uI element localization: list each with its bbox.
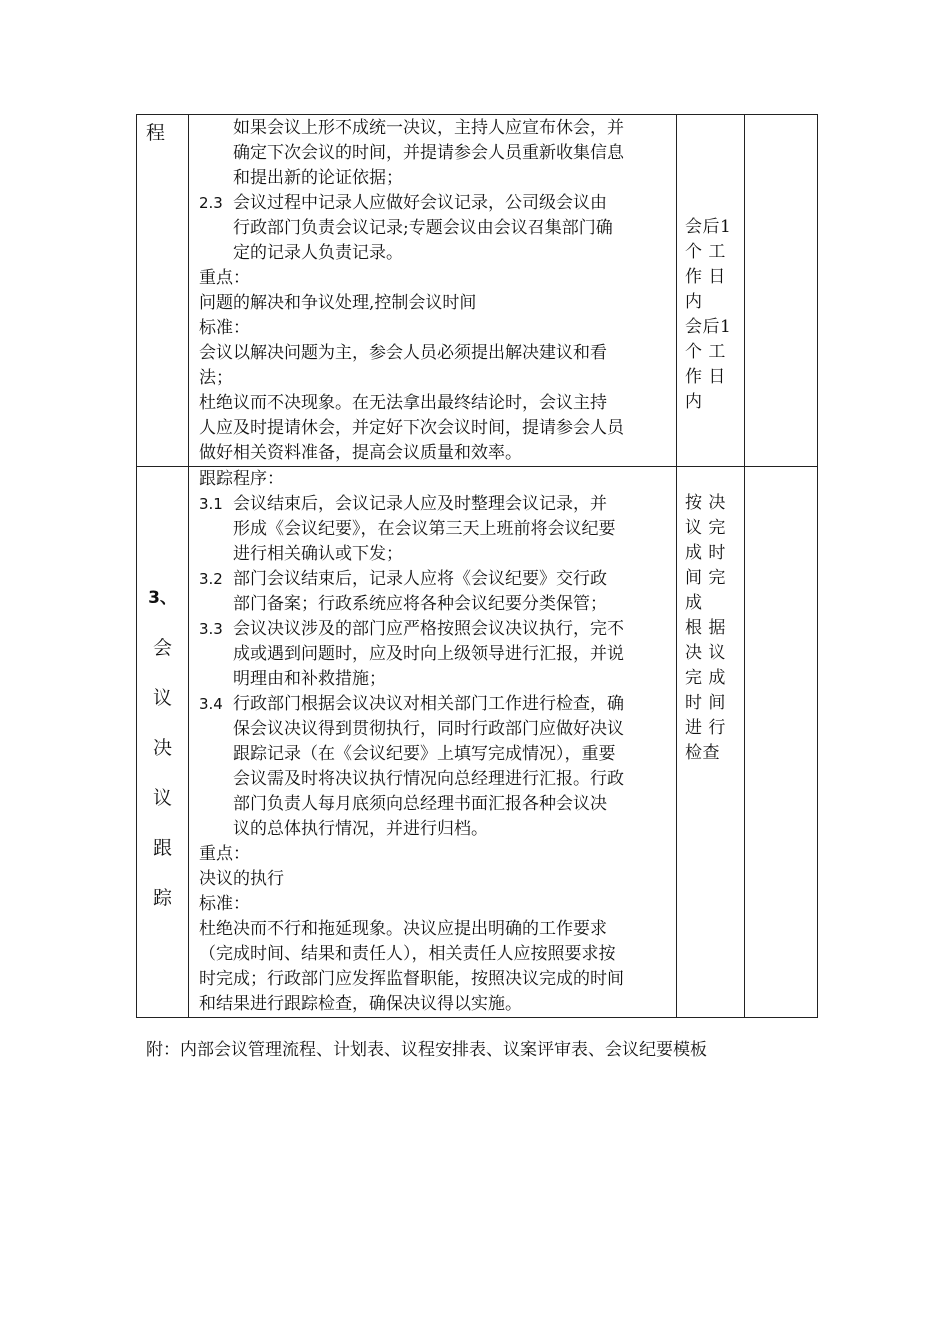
time-line: 个 工 [685,242,726,262]
item-number: 3.3 [199,620,223,638]
procedure-cell [189,115,677,467]
text-line: 杜绝议而不决现象。在无法拿出最终结论时，会议主持 [199,393,607,413]
stage-char: 跟 [152,837,172,859]
time-line: 议 完 [685,518,726,538]
item-text: 部门会议结束后，记录人应将《会议纪要》交行政 [233,569,607,589]
text-line: 人应及时提请休会，并定好下次会议时间，提请参会人员 [199,418,624,438]
time-line: 按 决 [685,493,726,513]
item-number: 3.4 [199,695,223,713]
time-line: 作 日 [685,267,726,287]
time-line: 决 议 [685,643,726,663]
stage-char: 议 [152,787,172,809]
stage-char: 决 [152,737,172,759]
stage-char: 议 [152,687,172,709]
meeting-procedure-table [136,114,818,1018]
empty-cell [745,467,818,1018]
time-line: 个 工 [685,342,726,362]
procedure-cell [189,467,677,1018]
item-text: 部门备案；行政系统应将各种会议纪要分类保管； [233,594,607,614]
item-text: 部门负责人每月底须向总经理书面汇报各种会议决 [233,794,607,814]
procedure-item [199,492,668,567]
item-text: 进行相关确认或下发； [233,544,403,564]
time-cell [677,115,745,467]
section-heading: 跟踪程序： [199,469,284,489]
time-line: 会后1 [685,317,732,337]
item-text: 跟踪记录（在《会议纪要》上填写完成情况），重要 [233,744,616,764]
item-text: 定的记录人负责记录。 [233,243,403,263]
time-line: 检查 [685,743,720,763]
time-line: 完 成 [685,668,726,688]
time-line: 作 日 [685,367,726,387]
item-text: 会议过程中记录人应做好会议记录，公司级会议由 [233,193,607,213]
text-line: 如果会议上形不成统一决议，主持人应宣布休会，并 [233,118,624,138]
procedure-item [199,617,668,692]
item-text: 保会议决议得到贯彻执行，同时行政部门应做好决议 [233,719,624,739]
procedure-item [199,191,668,266]
time-line: 内 [685,392,703,412]
stage-cell [137,115,189,467]
time-line: 间 完 [685,568,726,588]
stage-char: 踪 [152,887,172,909]
text-line: 标准： [199,318,250,338]
stage-char: 会 [152,637,172,659]
text-line: 做好相关资料准备，提高会议质量和效率。 [199,443,522,463]
procedure-item [199,692,668,842]
item-text: 会议决议涉及的部门应严格按照会议决议执行，完不 [233,619,624,639]
time-line: 成 时 [685,543,726,563]
table-row [137,115,818,467]
item-text: 形成《会议纪要》，在会议第三天上班前将会议纪要 [233,519,616,539]
text-line: 时完成；行政部门应发挥监督职能，按照决议完成的时间 [199,969,624,989]
item-number: 2.3 [199,194,223,212]
stage-label [137,467,188,923]
stage-label: 程 [146,122,166,144]
text-line: 和提出新的论证依据； [233,168,403,188]
text-line: 会议以解决问题为主，参会人员必须提出解决建议和看 [199,343,607,363]
text-line: 确定下次会议的时间，并提请参会人员重新收集信息 [233,143,624,163]
table-row [137,467,818,1018]
procedure-item [199,567,668,617]
item-text: 行政部门根据会议决议对相关部门工作进行检查，确 [233,694,624,714]
text-line: 杜绝决而不行和拖延现象。决议应提出明确的工作要求 [199,919,607,939]
time-cell [677,467,745,1018]
item-text: 议的总体执行情况，并进行归档。 [233,819,488,839]
time-line: 成 [685,593,703,613]
time-line: 会后1 [685,217,732,237]
text-line: （完成时间、结果和责任人），相关责任人应按照要求按 [199,944,616,964]
text-line: 法； [199,368,233,388]
item-text: 会议结束后，会议记录人应及时整理会议记录，并 [233,494,607,514]
text-line: 重点： [199,844,250,864]
item-text: 成或遇到问题时，应及时向上级领导进行汇报，并说 [233,644,624,664]
text-line: 问题的解决和争议处理,控制会议时间 [199,293,477,313]
text-line: 重点： [199,268,250,288]
stage-cell [137,467,189,1018]
empty-cell [745,115,818,467]
text-line: 决议的执行 [199,869,284,889]
attachments-note: 附：内部会议管理流程、计划表、议程安排表、议案评审表、会议纪要模板 [146,1040,707,1060]
item-text: 行政部门负责会议记录;专题会议由会议召集部门确 [233,218,613,238]
text-line: 和结果进行跟踪检查，确保决议得以实施。 [199,994,522,1014]
time-line: 内 [685,292,703,312]
item-number: 3.2 [199,570,223,588]
text-line: 标准： [199,894,250,914]
item-text: 会议需及时将决议执行情况向总经理进行汇报。行政 [233,769,624,789]
time-line: 进 行 [685,718,726,738]
time-line: 时 间 [685,693,726,713]
item-number: 3.1 [199,495,223,513]
stage-number: 3、 [148,588,177,608]
time-line: 根 据 [685,618,726,638]
item-text: 明理由和补救措施； [233,669,386,689]
